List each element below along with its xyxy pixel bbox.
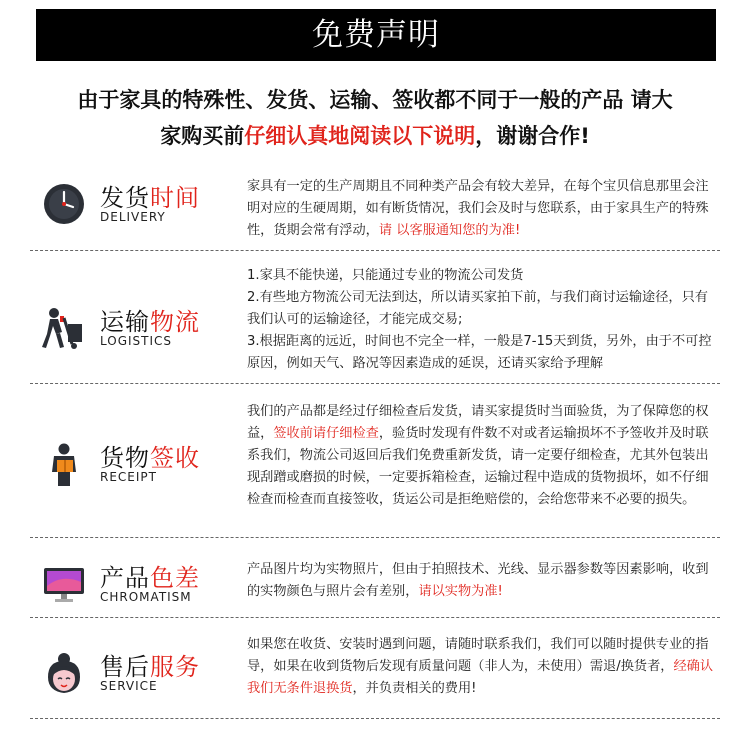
section-title: 产品色差: [100, 564, 200, 592]
service-agent-icon: [42, 651, 86, 695]
section-service-text: 如果您在收货、安装时遇到问题，请随时联系我们，我们可以随时提供专业的指导，如果在收到货物后发现有质量问题（非人为，未使用）需退/换货者，经确认我们无条件退换货，并负责相关的费用!: [247, 637, 714, 696]
hand-truck-icon: [42, 306, 86, 350]
section-service-label: [36, 645, 216, 705]
section-subtitle: SERVICE: [100, 679, 158, 693]
section-logistics-label: [36, 300, 216, 360]
intro-text: [40, 82, 710, 154]
package-person-icon: [42, 442, 86, 486]
section-receipt-text: 我们的产品都是经过仔细检查后发货，请买家提货时当面验货，为了保障您的权益，签收前请仔细检查，验货时发现有件数不对或者运输损坏不予签收并及时联系我们，物流公司返回后我们免费重新发货，请一定要仔细检查，尤其外包装出现刮蹭或磨损的时候，一定要拆箱检查，运输过程中造成的货物损坏，如不仔细检查而检查而直接签收，货运公司是拒绝赔偿的，会给您带来不必要的损失。: [247, 404, 709, 507]
section-subtitle: RECEIPT: [100, 470, 157, 484]
section-title: 货物签收: [100, 444, 200, 472]
monitor-icon: [42, 562, 86, 606]
section-delivery-text: 家具有一定的生产周期且不同种类产品会有较大差异，在每个宝贝信息那里会注明对应的生硬周期，如有断货情况，我们会及时与您联系，由于家具生产的特殊性，货期会常有浮动，请 以客服通知您的为准!: [247, 179, 709, 238]
section-logistics-text: 1.家具不能快递，只能通过专业的物流公司发货 2.有些地方物流公司无法到达，所以请买家拍下前，与我们商讨运输途径，只有我们认可的运输途径，才能完成交易; 3.根据距离的远近，时间也不完全一样，一般是7-15天到货，另外，由于不可控原因，例如天气、路况等因素造成的延误，还请买家给予理解: [247, 268, 712, 371]
section-title: 运输物流: [100, 308, 200, 336]
section-divider: [30, 617, 720, 618]
intro-line-1: 由于家具的特殊性、发货、运输、签收都不同于一般的产品 请大: [77, 88, 673, 112]
section-subtitle: DELIVERY: [100, 210, 166, 224]
section-divider: [30, 383, 720, 384]
header-banner: [36, 9, 716, 61]
intro-line-2-suffix: ，谢谢合作!: [475, 124, 590, 148]
intro-line-2-highlight: 仔细认真地阅读以下说明: [244, 124, 476, 148]
section-divider: [30, 718, 720, 719]
section-chromatism-label: [36, 556, 216, 616]
section-title: 发货时间: [100, 184, 200, 212]
intro-line-2-prefix: 家购买前: [160, 124, 245, 148]
section-chromatism-text: 产品图片均为实物照片，但由于拍照技术、光线、显示器参数等因素影响，收到的实物颜色与照片会有差别，请以实物为准!: [247, 562, 709, 599]
intro-line-2: [40, 118, 710, 154]
section-subtitle: CHROMATISM: [100, 590, 192, 604]
page-title: 免费声明: [312, 17, 440, 53]
section-receipt-label: [36, 436, 216, 496]
section-delivery-label: [36, 176, 216, 236]
section-divider: [30, 537, 720, 538]
section-divider: [30, 250, 720, 251]
section-title: 售后服务: [100, 653, 200, 681]
clock-icon: [42, 182, 86, 226]
section-subtitle: LOGISTICS: [100, 334, 173, 348]
